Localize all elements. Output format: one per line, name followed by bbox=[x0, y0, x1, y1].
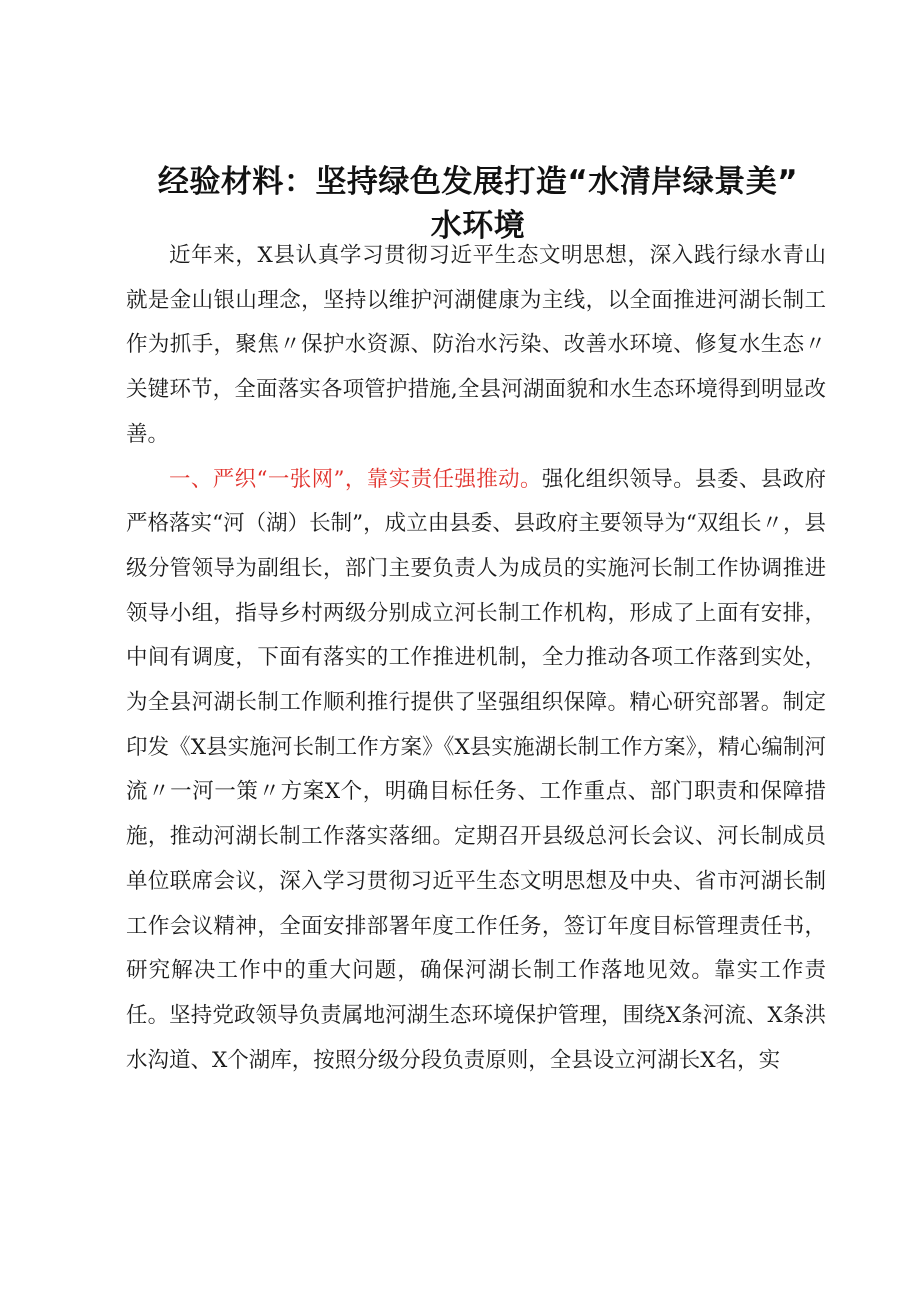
paragraph-section-1 bbox=[126, 458, 826, 1084]
section-body: 强化组织领导。县委、县政府严格落实“河（湖）长制”，成立由县委、县政府主要领导为“双组长〃，县级分管领导为副组长，部门主要负责人为成员的实施河长制工作协调推进领导小组，指导乡村两级分别成立河长制工作机构，形成了上面有安排，中间有调度，下面有落实的工作推进机制，全力推动各项工作落到实处，为全县河湖长制工作顺利推行提供了坚强组织保障。精心研究部署。制定印发《X县实施河长制工作方案》《X县实施湖长制工作方案》，精心编制河流〃一河一策〃方案X个，明确目标任务、工作重点、部门职责和保障措施，推动河湖长制工作落实落细。定期召开县级总河长会议、河长制成员单位联席会议，深入学习贯彻习近平生态文明思想及中央、省市河湖长制工作会议精神，全面安排部署年度工作任务，签订年度目标管理责任书，研究解决工作中的重大问题，确保河湖长制工作落地见效。靠实工作责任。坚持党政领导负责属地河湖生态环境保护管理，围绕X条河流、X条洪水沟道、X个湖库，按照分级分段负责原则，全县设立河湖长X名，实 bbox=[126, 466, 826, 1073]
document-body bbox=[126, 234, 826, 1083]
paragraph-intro: 近年来，X县认真学习贯彻习近平生态文明思想，深入践行绿水青山就是金山银山理念，坚持以维护河湖健康为主线，以全面推进河湖长制工作为抓手，聚焦〃保护水资源、防治水污染、改善水环境、修复水生态〃关键环节，全面落实各项管护措施,全县河湖面貌和水生态环境得到明显改善。 bbox=[126, 243, 826, 447]
section-heading: 一、严织“一张网”，靠实责任强推动。 bbox=[169, 466, 542, 492]
title-line-2: 水环境 bbox=[430, 208, 526, 244]
title-line-1: 经验材料：坚持绿色发展打造“水清岸绿景美” bbox=[157, 164, 799, 200]
